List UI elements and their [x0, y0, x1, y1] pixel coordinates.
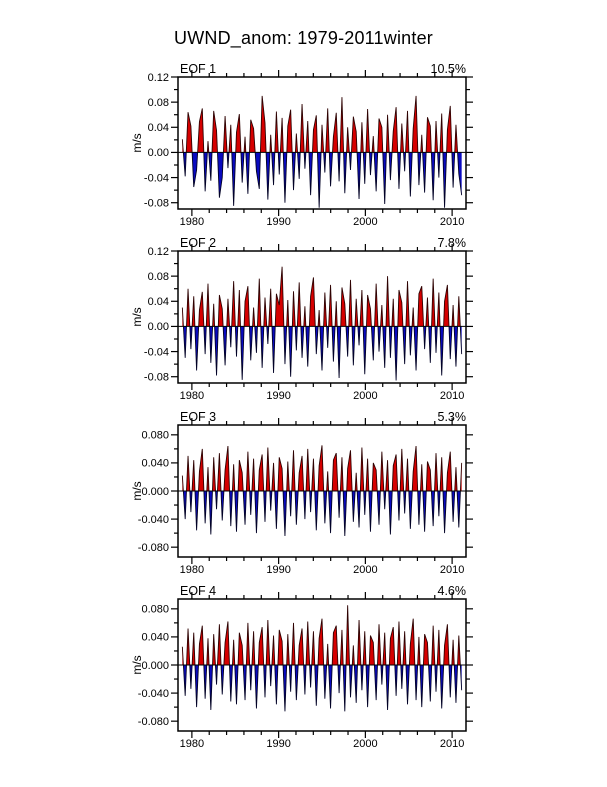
x-tick-label: 1980 — [179, 390, 205, 402]
y-tick-label: -0.080 — [137, 541, 169, 554]
x-tick-label: 1980 — [179, 738, 205, 750]
x-tick-label: 2010 — [439, 738, 465, 750]
panel-title: EOF 1 — [180, 62, 217, 76]
y-tick-label: 0.04 — [147, 296, 169, 309]
x-tick-label: 2000 — [353, 564, 378, 576]
y-tick-label: 0.000 — [141, 659, 169, 672]
y-tick-label: 0.080 — [141, 603, 169, 616]
series-positive — [182, 96, 461, 208]
y-tick-label: 0.00 — [147, 321, 169, 334]
y-tick-label: 0.00 — [147, 147, 169, 160]
variance-label: 7.8% — [437, 236, 466, 250]
x-tick-label: 1990 — [266, 564, 291, 576]
y-tick-label: 0.040 — [141, 631, 169, 644]
variance-label: 10.5% — [430, 62, 466, 76]
x-tick-label: 2000 — [353, 390, 378, 402]
x-tick-label: 2000 — [353, 738, 378, 750]
series-positive — [182, 605, 461, 711]
y-axis-unit-label: m/s — [130, 481, 144, 501]
y-tick-label: -0.040 — [137, 687, 169, 700]
y-tick-label: -0.04 — [143, 172, 169, 185]
y-tick-label: -0.04 — [143, 346, 169, 359]
variance-label: 5.3% — [437, 410, 466, 424]
x-tick-label: 1980 — [179, 564, 205, 576]
y-tick-label: 0.04 — [147, 122, 169, 135]
y-tick-label: 0.12 — [147, 71, 169, 84]
y-tick-label: 0.08 — [147, 96, 169, 109]
x-tick-label: 2000 — [353, 216, 378, 228]
x-tick-label: 1990 — [266, 216, 291, 228]
x-tick-label: 1990 — [266, 738, 291, 750]
y-tick-label: 0.12 — [147, 245, 169, 258]
x-tick-label: 1980 — [179, 216, 205, 228]
variance-label: 4.6% — [437, 584, 466, 598]
y-tick-label: 0.040 — [141, 457, 169, 470]
panel-title: EOF 2 — [180, 236, 217, 250]
eof-panel-3 — [0, 408, 607, 582]
y-axis-unit-label: m/s — [130, 133, 144, 153]
y-axis-unit-label: m/s — [130, 307, 144, 327]
y-tick-label: -0.040 — [137, 513, 169, 526]
y-tick-label: 0.08 — [147, 270, 169, 283]
y-tick-label: -0.08 — [143, 197, 169, 210]
panel-title: EOF 3 — [180, 410, 217, 424]
y-axis-unit-label: m/s — [130, 655, 144, 675]
figure-title: UWND_anom: 1979-2011winter — [174, 28, 433, 48]
eof-panel-1 — [0, 60, 607, 234]
x-tick-label: 2010 — [439, 564, 465, 576]
y-tick-label: -0.080 — [137, 715, 169, 728]
eof-panel-4 — [0, 582, 607, 756]
y-tick-label: 0.000 — [141, 485, 169, 498]
panel-title: EOF 4 — [180, 584, 217, 598]
eof-panel-2 — [0, 234, 607, 408]
series-positive-fill — [182, 96, 461, 208]
x-tick-label: 1990 — [266, 390, 291, 402]
x-tick-label: 2010 — [439, 216, 465, 228]
y-tick-label: -0.08 — [143, 371, 169, 384]
y-tick-label: 0.080 — [141, 429, 169, 442]
x-tick-label: 2010 — [439, 390, 465, 402]
